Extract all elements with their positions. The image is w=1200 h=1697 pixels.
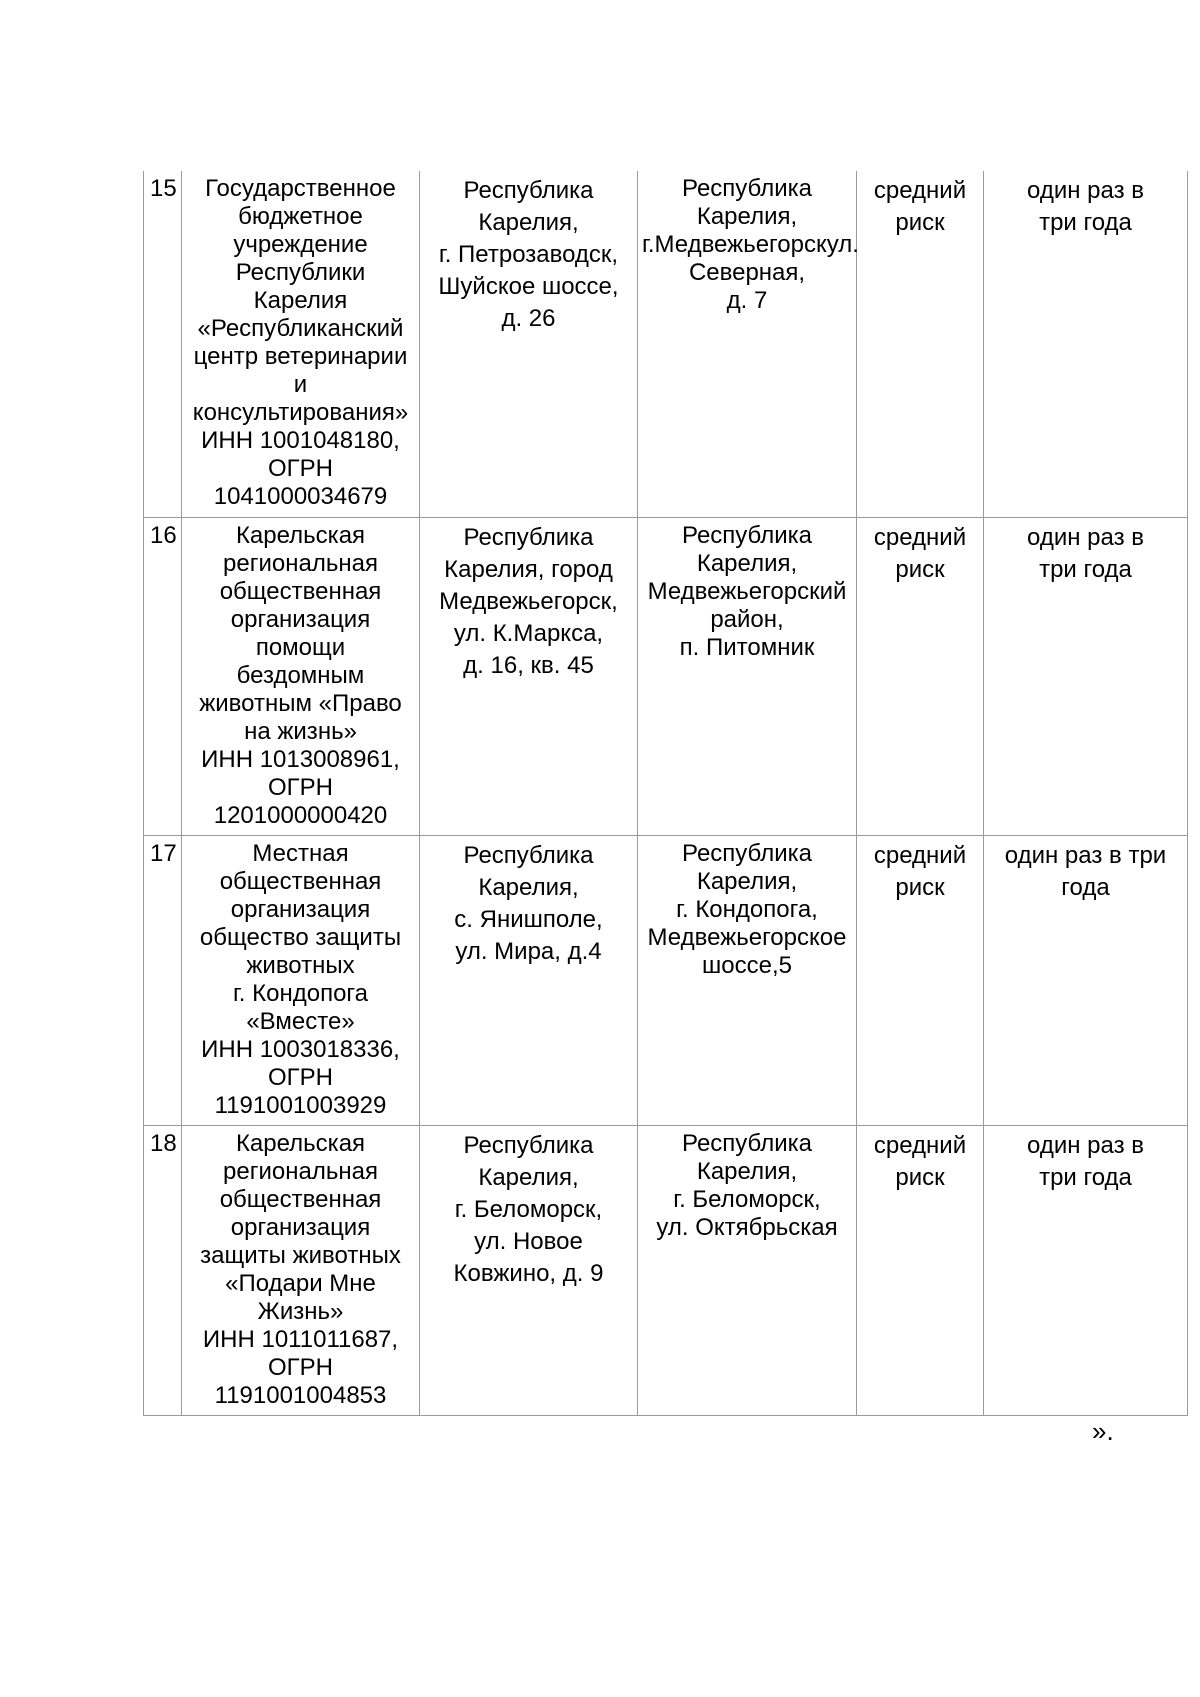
cell-text-line: общество защиты: [199, 923, 402, 951]
cell-text-line: Государственное: [205, 175, 396, 202]
cell-text-line: Карелия,: [478, 1163, 579, 1191]
cell-text-line: средний: [873, 1131, 967, 1159]
cell-text-line: ул. Октябрьская: [656, 1213, 838, 1241]
cell-text-line: г.Медвежьегорскул.: [642, 231, 859, 258]
cell-text-line: помощи: [255, 633, 346, 661]
cell-text-line: организация: [230, 605, 371, 633]
cell-text-line: Карелия, город: [444, 555, 613, 583]
cell-text-line: Жизнь»: [257, 1297, 344, 1325]
risk-category-cell: [857, 835, 984, 1125]
cell-text-line: риск: [895, 555, 945, 583]
cell-text-line: животных: [246, 951, 355, 979]
cell-text-line: общественная: [219, 867, 382, 895]
organization-name-cell: [182, 517, 420, 835]
table-row: [144, 517, 1188, 835]
cell-text-line: Карельская: [235, 1129, 366, 1157]
inspection-frequency-cell: [984, 835, 1188, 1125]
activity-address-cell: [638, 835, 857, 1125]
cell-text-line: ИНН 1001048180,: [201, 427, 400, 454]
cell-text-line: шоссе,5: [702, 951, 792, 979]
cell-text-line: один раз в: [1027, 1131, 1144, 1159]
cell-text-line: Республика: [463, 523, 594, 551]
cell-text-line: Медвежьегорск,: [439, 587, 618, 615]
cell-text-line: ул. Мира, д.4: [455, 937, 602, 965]
activity-address-cell: [638, 517, 857, 835]
closing-quote-mark: ».: [1092, 1416, 1114, 1446]
risk-category-cell: [857, 517, 984, 835]
organization-name-cell: [182, 1125, 420, 1415]
cell-text-line: средний: [873, 523, 967, 551]
cell-text-line: года: [1061, 873, 1110, 901]
cell-text-line: консультирования»: [192, 399, 409, 426]
cell-text-line: защиты животных: [200, 1241, 401, 1269]
risk-category-cell: [857, 171, 984, 517]
legal-address-cell: [420, 171, 638, 517]
legal-address-cell: [420, 517, 638, 835]
cell-text-line: животным «Право: [199, 689, 402, 717]
cell-text-line: учреждение: [233, 231, 368, 258]
cell-text-line: Ковжино, д. 9: [453, 1259, 604, 1287]
cell-text-line: ИНН 1003018336,: [201, 1035, 400, 1063]
cell-text-line: Карелия,: [696, 549, 798, 577]
row-number: 17: [150, 839, 177, 867]
cell-text-line: 1041000034679: [213, 483, 388, 510]
cell-text-line: Шуйское шоссе,: [438, 273, 619, 300]
row-number-cell: [144, 517, 182, 835]
cell-text-line: организация: [230, 895, 371, 923]
cell-text-line: Республика: [463, 841, 594, 869]
legal-address-cell: [420, 1125, 638, 1415]
cell-text-line: Карелия,: [696, 867, 798, 895]
cell-text-line: «Республиканский: [197, 315, 404, 342]
cell-text-line: один раз в: [1027, 523, 1144, 551]
table-row: [144, 1125, 1188, 1415]
row-number: 16: [150, 521, 177, 549]
cell-text-line: ул. К.Маркса,: [453, 619, 604, 647]
cell-text-line: ОГРН: [267, 1353, 333, 1381]
cell-text-line: Республика: [463, 177, 594, 204]
cell-text-line: г. Беломорск,: [673, 1185, 821, 1213]
table-row: [144, 171, 1188, 517]
cell-text-line: 1191001003929: [214, 1091, 387, 1119]
row-number: 15: [150, 175, 177, 202]
risk-category-cell: [857, 1125, 984, 1415]
cell-text-line: бездомным: [236, 661, 365, 689]
cell-text-line: региональная: [223, 549, 378, 577]
cell-text-line: п. Питомник: [679, 633, 815, 661]
cell-text-line: бюджетное: [238, 203, 363, 230]
cell-text-line: Карельская: [235, 521, 366, 549]
cell-text-line: г. Беломорск,: [454, 1195, 603, 1223]
cell-text-line: Республика: [681, 1129, 813, 1157]
cell-text-line: три года: [1039, 209, 1132, 236]
cell-text-line: Республика: [463, 1131, 594, 1159]
row-number-cell: [144, 171, 182, 517]
organization-name-cell: [182, 171, 420, 517]
cell-text-line: риск: [895, 873, 945, 901]
row-number-cell: [144, 1125, 182, 1415]
cell-text-line: район,: [710, 605, 784, 633]
cell-text-line: один раз в: [1027, 177, 1144, 204]
cell-text-line: Республика: [681, 175, 813, 202]
cell-text-line: г. Кондопога,: [676, 895, 818, 923]
cell-text-line: «Подари Мне: [225, 1269, 376, 1297]
registry-table: [143, 171, 1188, 1416]
cell-text-line: д. 16, кв. 45: [463, 651, 594, 679]
cell-text-line: три года: [1039, 555, 1132, 583]
organization-name-cell: [182, 835, 420, 1125]
cell-text-line: Карелия,: [696, 203, 798, 230]
cell-text-line: ул. Новое: [474, 1227, 583, 1255]
activity-address-cell: [638, 1125, 857, 1415]
cell-text-line: Местная: [252, 839, 349, 867]
cell-text-line: общественная: [219, 577, 382, 605]
cell-text-line: Карелия,: [478, 209, 579, 236]
row-number-cell: [144, 835, 182, 1125]
cell-text-line: д. 26: [501, 305, 556, 332]
cell-text-line: риск: [895, 209, 945, 236]
cell-text-line: ОГРН: [267, 773, 333, 801]
cell-text-line: «Вместе»: [246, 1007, 355, 1035]
cell-text-line: средний: [873, 841, 967, 869]
legal-address-cell: [420, 835, 638, 1125]
row-number: 18: [150, 1129, 177, 1157]
cell-text-line: Медвежьегорский: [647, 577, 847, 605]
cell-text-line: с. Янишполе,: [454, 905, 603, 933]
cell-text-line: ОГРН: [267, 1063, 333, 1091]
cell-text-line: средний: [873, 177, 967, 204]
cell-text-line: риск: [895, 1163, 945, 1191]
cell-text-line: Республики: [235, 259, 366, 286]
cell-text-line: Карелия: [253, 287, 348, 314]
cell-text-line: на жизнь»: [244, 717, 357, 745]
cell-text-line: три года: [1039, 1163, 1132, 1191]
cell-text-line: Карелия,: [696, 1157, 798, 1185]
cell-text-line: ОГРН: [267, 455, 333, 482]
cell-text-line: г. Петрозаводск,: [438, 241, 619, 268]
cell-text-line: Республика: [681, 839, 813, 867]
inspection-frequency-cell: [984, 171, 1188, 517]
registry-table-body: [144, 171, 1188, 1415]
cell-text-line: ИНН 1013008961,: [201, 745, 400, 773]
cell-text-line: 1201000000420: [213, 801, 388, 829]
cell-text-line: организация: [230, 1213, 371, 1241]
cell-text-line: Карелия,: [478, 873, 579, 901]
cell-text-line: Северная,: [688, 259, 806, 286]
cell-text-line: ИНН 1011011687,: [202, 1325, 399, 1353]
activity-address-cell: [638, 171, 857, 517]
inspection-frequency-cell: [984, 517, 1188, 835]
cell-text-line: один раз в три: [1004, 841, 1167, 869]
cell-text-line: центр ветеринарии: [193, 343, 408, 370]
cell-text-line: Медвежьегорское: [647, 923, 847, 951]
cell-text-line: г. Кондопога: [232, 979, 368, 1007]
cell-text-line: и: [293, 371, 308, 398]
cell-text-line: 1191001004853: [214, 1381, 387, 1409]
cell-text-line: д. 7: [726, 287, 768, 314]
table-row: [144, 835, 1188, 1125]
cell-text-line: Республика: [681, 521, 813, 549]
cell-text-line: региональная: [223, 1157, 378, 1185]
inspection-frequency-cell: [984, 1125, 1188, 1415]
cell-text-line: общественная: [219, 1185, 382, 1213]
